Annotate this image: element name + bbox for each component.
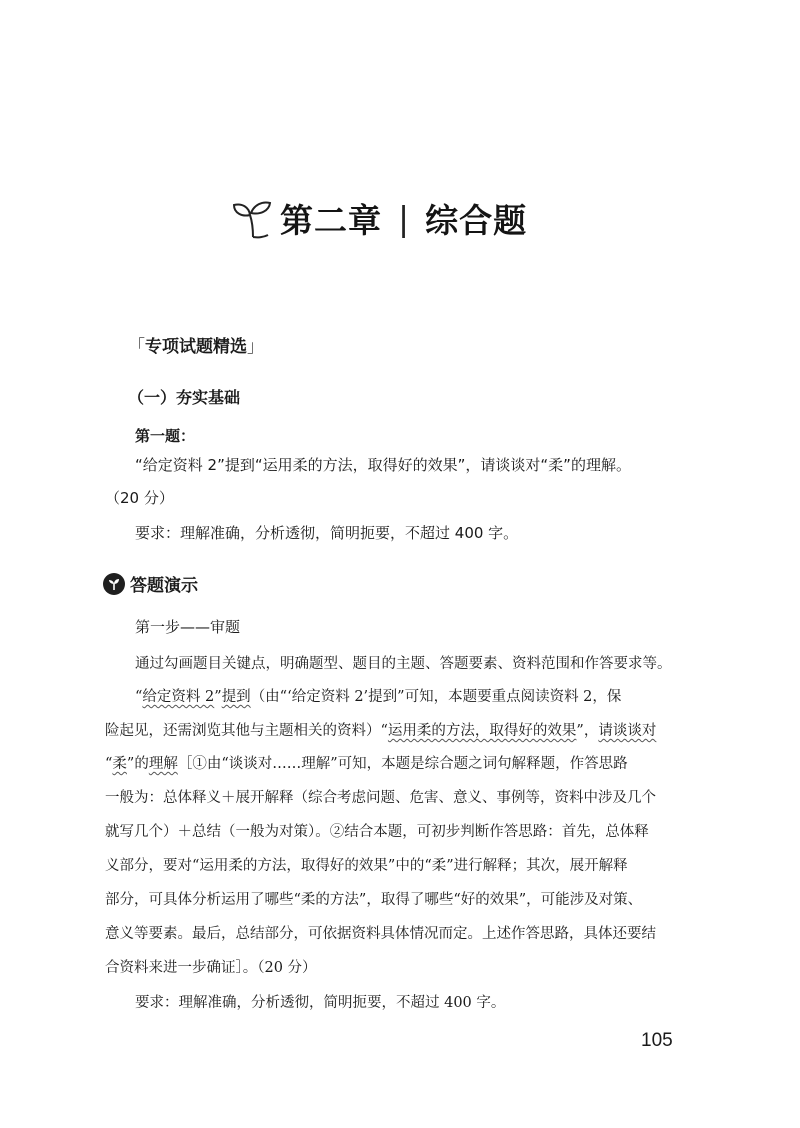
text-span: ”的 <box>126 756 149 772</box>
page-number: 105 <box>641 1030 673 1051</box>
text-span: ［①由“谈谈对……理解”可知，本题是综合题之词句解释题，作答思路 <box>177 756 628 772</box>
chapter-separator: | <box>398 199 410 238</box>
text-span: （由“‘给定资料 2’提到”可知，本题要重点阅读资料 2，保 <box>250 689 622 705</box>
underlined-keyword: 提到 <box>221 689 251 705</box>
step-title: 第一步——审题 <box>135 618 241 636</box>
underlined-keyword: 柔 <box>112 756 127 772</box>
answer-line-3 <box>105 757 628 772</box>
chapter-title <box>228 195 527 242</box>
answer-line-4: 一般为：总体释义＋展开解释（综合考虑问题、危害、意义、事例等，资料中涉及几个 <box>105 790 656 806</box>
question-text-line-1: “给定资料 2”提到“运用柔的方法，取得好的效果”，请谈谈对“柔”的理解。 <box>135 456 631 474</box>
section-title: 专项试题精选 <box>145 337 247 357</box>
chapter-number: 第二章 <box>280 201 382 240</box>
text-span: ”， <box>576 723 599 739</box>
text-span: ” <box>214 689 222 705</box>
text-span: “ <box>105 756 113 772</box>
text-span: “ <box>135 689 143 705</box>
answer-header-label: 答题演示 <box>130 576 198 596</box>
chapter-name: 综合题 <box>425 201 528 240</box>
question-requirement: 要求：理解准确，分析透彻，简明扼要，不超过 400 字。 <box>135 524 519 542</box>
sprout-icon <box>228 197 278 241</box>
answer-header <box>103 571 198 596</box>
underlined-keyword: 运用柔的方法，取得好的效果 <box>387 723 577 739</box>
sprout-badge-icon <box>103 573 125 595</box>
answer-line-6: 义部分，要对“运用柔的方法，取得好的效果”中的“柔”进行解释；其次，展开解释 <box>105 858 628 874</box>
underlined-keyword: 理解 <box>148 756 178 772</box>
answer-line-7: 部分，可具体分析运用了哪些“柔的方法”，取得了哪些“好的效果”，可能涉及对策、 <box>105 892 643 908</box>
section-close-bracket: 」 <box>247 337 264 357</box>
subsection-title: （一）夯实基础 <box>128 388 241 407</box>
question-label: 第一题： <box>135 427 196 445</box>
answer-line-5: 就写几个）＋总结（一般为对策）。②结合本题，可初步判断作答思路：首先，总体释 <box>105 824 649 840</box>
answer-intro: 通过勾画题目关键点，明确题型、题目的主题、答题要素、资料范围和作答要求等。 <box>135 656 672 672</box>
answer-requirement: 要求：理解准确，分析透彻，简明扼要，不超过 400 字。 <box>135 995 506 1011</box>
answer-line-1 <box>135 690 621 705</box>
section-header <box>128 332 264 357</box>
answer-line-2 <box>105 724 656 739</box>
section-open-bracket: 「 <box>128 337 145 357</box>
underlined-keyword: 给定资料 2 <box>142 689 215 705</box>
answer-line-8: 意义等要素。最后，总结部分，可依据资料具体情况而定。上述作答思路，具体还要结 <box>105 926 656 942</box>
answer-line-9: 合资料来进一步确证］。（20 分） <box>105 960 317 976</box>
question-text-line-2: （20 分） <box>105 489 174 507</box>
underlined-keyword: 请谈谈对 <box>598 723 657 739</box>
text-span: 险起见，还需浏览其他与主题相关的资料）“ <box>105 723 388 739</box>
